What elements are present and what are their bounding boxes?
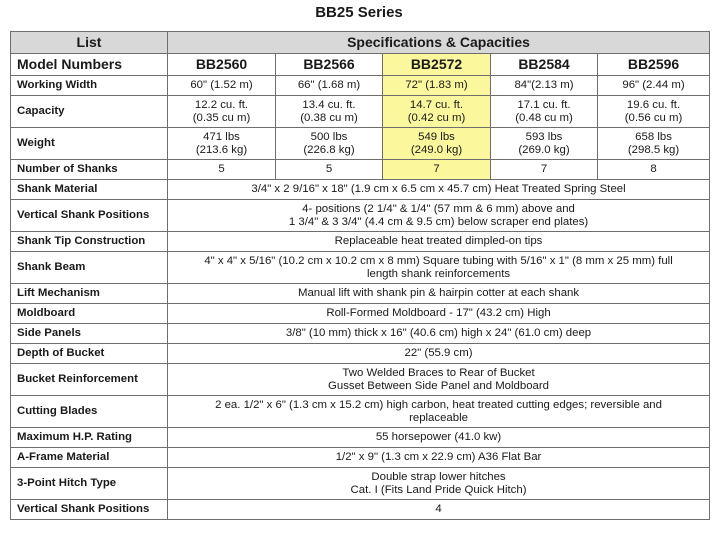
cell-line: (298.5 kg) bbox=[627, 143, 680, 156]
spec-cell-shared bbox=[168, 180, 710, 200]
spec-cell bbox=[276, 76, 383, 96]
spec-cell bbox=[491, 76, 598, 96]
spec-row bbox=[11, 128, 710, 160]
spec-cell bbox=[276, 96, 383, 128]
spec-cell-shared bbox=[168, 428, 710, 448]
spec-cell bbox=[491, 160, 598, 180]
row-label: 3-Point Hitch Type bbox=[11, 468, 168, 500]
cell-line: (226.8 kg) bbox=[303, 143, 355, 156]
spec-cell bbox=[598, 96, 710, 128]
model-number: BB2560 bbox=[168, 54, 276, 76]
spec-row bbox=[11, 304, 710, 324]
cell-line: 7 bbox=[433, 163, 440, 175]
spec-cell bbox=[383, 96, 491, 128]
spec-cell bbox=[491, 128, 598, 160]
row-label: Bucket Reinforcement bbox=[11, 364, 168, 396]
spec-cell-shared bbox=[168, 252, 710, 284]
cell-line: 19.6 cu. ft. bbox=[626, 98, 681, 111]
page-title: BB25 Series bbox=[315, 4, 403, 21]
cell-line: 2 ea. 1/2" x 6" (1.3 cm x 15.2 cm) high carbon, heat treated cutting edges; reversible and bbox=[215, 398, 662, 411]
spec-cell bbox=[276, 160, 383, 180]
cell-line: 3/4" x 2 9/16" x 18" (1.9 cm x 6.5 cm x 45.7 cm) Heat Treated Spring Steel bbox=[251, 183, 626, 195]
cell-line: (0.38 cu m) bbox=[300, 111, 358, 124]
spec-cell bbox=[168, 96, 276, 128]
cell-line: Replaceable heat treated dimpled-on tips bbox=[334, 235, 543, 247]
cell-line: length shank reinforcements bbox=[366, 267, 511, 280]
row-label: Shank Tip Construction bbox=[11, 232, 168, 252]
cell-line: 549 lbs bbox=[418, 130, 455, 143]
row-label: Capacity bbox=[11, 96, 168, 128]
row-label: Cutting Blades bbox=[11, 396, 168, 428]
model-number-highlighted: BB2572 bbox=[383, 54, 491, 76]
spec-cell bbox=[598, 128, 710, 160]
spec-row bbox=[11, 344, 710, 364]
spec-row bbox=[11, 96, 710, 128]
cell-line: Two Welded Braces to Rear of Bucket bbox=[342, 366, 535, 379]
spec-cell-shared bbox=[168, 500, 710, 520]
row-label: Vertical Shank Positions bbox=[11, 500, 168, 520]
row-label: Shank Material bbox=[11, 180, 168, 200]
list-header: List bbox=[11, 32, 168, 54]
spec-cell bbox=[491, 96, 598, 128]
spec-cell bbox=[168, 76, 276, 96]
row-label: Model Numbers bbox=[11, 54, 168, 76]
row-label: A-Frame Material bbox=[11, 448, 168, 468]
cell-line: 14.7 cu. ft. bbox=[409, 98, 464, 111]
cell-line: replaceable bbox=[409, 411, 468, 424]
cell-line: Gusset Between Side Panel and Moldboard bbox=[328, 379, 550, 392]
spec-row bbox=[11, 448, 710, 468]
cell-line: 72" (1.83 m) bbox=[405, 79, 468, 91]
cell-line: Cat. I (Fits Land Pride Quick Hitch) bbox=[350, 483, 527, 496]
spec-row bbox=[11, 180, 710, 200]
row-label: Vertical Shank Positions bbox=[11, 200, 168, 232]
spec-cell bbox=[276, 128, 383, 160]
spec-row bbox=[11, 284, 710, 304]
cell-line: (213.6 kg) bbox=[195, 143, 248, 156]
cell-line: 3/8" (10 mm) thick x 16" (40.6 cm) high x 24" (61.0 cm) deep bbox=[285, 327, 592, 339]
spec-row bbox=[11, 160, 710, 180]
spec-cell-shared bbox=[168, 324, 710, 344]
cell-line: (249.0 kg) bbox=[410, 143, 463, 156]
spec-row bbox=[11, 324, 710, 344]
spec-cell bbox=[168, 128, 276, 160]
cell-line: 593 lbs bbox=[525, 130, 563, 143]
spec-cell bbox=[383, 128, 491, 160]
spec-cell-shared bbox=[168, 344, 710, 364]
row-label: Maximum H.P. Rating bbox=[11, 428, 168, 448]
cell-line: 60" (1.52 m) bbox=[190, 79, 253, 91]
cell-line: 4" x 4" x 5/16" (10.2 cm x 10.2 cm x 8 mm) Square tubing with 5/16" x 1" (8 mm x 25 mm) full bbox=[204, 254, 673, 267]
row-label: Working Width bbox=[11, 76, 168, 96]
cell-line: 96" (2.44 m) bbox=[622, 79, 685, 91]
spec-row bbox=[11, 428, 710, 448]
cell-line: (0.35 cu m) bbox=[192, 111, 251, 124]
spec-row bbox=[11, 200, 710, 232]
spec-cell bbox=[598, 160, 710, 180]
row-label: Side Panels bbox=[11, 324, 168, 344]
cell-line: (0.42 cu m) bbox=[407, 111, 466, 124]
spec-row bbox=[11, 232, 710, 252]
row-label: Shank Beam bbox=[11, 252, 168, 284]
cell-line: 471 lbs bbox=[203, 130, 240, 143]
cell-line: 12.2 cu. ft. bbox=[194, 98, 249, 111]
specs-header: Specifications & Capacities bbox=[168, 32, 710, 54]
spec-table bbox=[10, 31, 710, 520]
spec-cell-shared bbox=[168, 468, 710, 500]
spec-cell-shared bbox=[168, 448, 710, 468]
model-number: BB2584 bbox=[491, 54, 598, 76]
spec-cell bbox=[168, 160, 276, 180]
cell-line: 1 3/4" & 3 3/4" (4.4 cm & 9.5 cm) below scraper end plates) bbox=[288, 215, 589, 228]
spec-table-body bbox=[11, 54, 710, 520]
cell-line: 658 lbs bbox=[635, 130, 672, 143]
cell-line: 55 horsepower (41.0 kw) bbox=[375, 431, 502, 443]
cell-line: 4 bbox=[435, 503, 442, 515]
spec-row bbox=[11, 364, 710, 396]
model-numbers-row bbox=[11, 54, 710, 76]
spec-row bbox=[11, 396, 710, 428]
spec-cell-shared bbox=[168, 200, 710, 232]
spec-row bbox=[11, 252, 710, 284]
cell-line: 17.1 cu. ft. bbox=[517, 98, 571, 111]
spec-cell-shared bbox=[168, 364, 710, 396]
cell-line: (0.48 cu m) bbox=[515, 111, 573, 124]
spec-cell-shared bbox=[168, 304, 710, 324]
spec-cell bbox=[383, 160, 491, 180]
spec-row bbox=[11, 500, 710, 520]
cell-line: 1/2" x 9" (1.3 cm x 22.9 cm) A36 Flat Bar bbox=[335, 451, 542, 463]
row-label: Number of Shanks bbox=[11, 160, 168, 180]
row-label: Moldboard bbox=[11, 304, 168, 324]
model-number: BB2596 bbox=[598, 54, 710, 76]
spec-cell bbox=[383, 76, 491, 96]
spec-row bbox=[11, 468, 710, 500]
spec-row bbox=[11, 76, 710, 96]
spec-cell-shared bbox=[168, 396, 710, 428]
cell-line: 7 bbox=[540, 163, 548, 175]
model-number: BB2566 bbox=[276, 54, 383, 76]
cell-line: 66" (1.68 m) bbox=[297, 79, 361, 91]
cell-line: (0.56 cu m) bbox=[624, 111, 683, 124]
spec-cell bbox=[598, 76, 710, 96]
cell-line: 84"(2.13 m) bbox=[514, 79, 574, 91]
row-label: Lift Mechanism bbox=[11, 284, 168, 304]
cell-line: 13.4 cu. ft. bbox=[302, 98, 356, 111]
cell-line: 8 bbox=[650, 163, 657, 175]
row-label: Weight bbox=[11, 128, 168, 160]
cell-line: Double strap lower hitches bbox=[371, 470, 506, 483]
cell-line: Roll-Formed Moldboard - 17" (43.2 cm) High bbox=[326, 307, 551, 319]
cell-line: 22" (55.9 cm) bbox=[404, 347, 473, 359]
cell-line: 4- positions (2 1/4" & 1/4" (57 mm & 6 mm) above and bbox=[302, 202, 575, 215]
cell-line: Manual lift with shank pin & hairpin cotter at each shank bbox=[297, 287, 580, 299]
cell-line: 5 bbox=[325, 163, 333, 175]
cell-line: 500 lbs bbox=[310, 130, 348, 143]
row-label: Depth of Bucket bbox=[11, 344, 168, 364]
spec-cell-shared bbox=[168, 284, 710, 304]
spec-cell-shared bbox=[168, 232, 710, 252]
cell-line: 5 bbox=[218, 163, 225, 175]
cell-line: (269.0 kg) bbox=[518, 143, 570, 156]
